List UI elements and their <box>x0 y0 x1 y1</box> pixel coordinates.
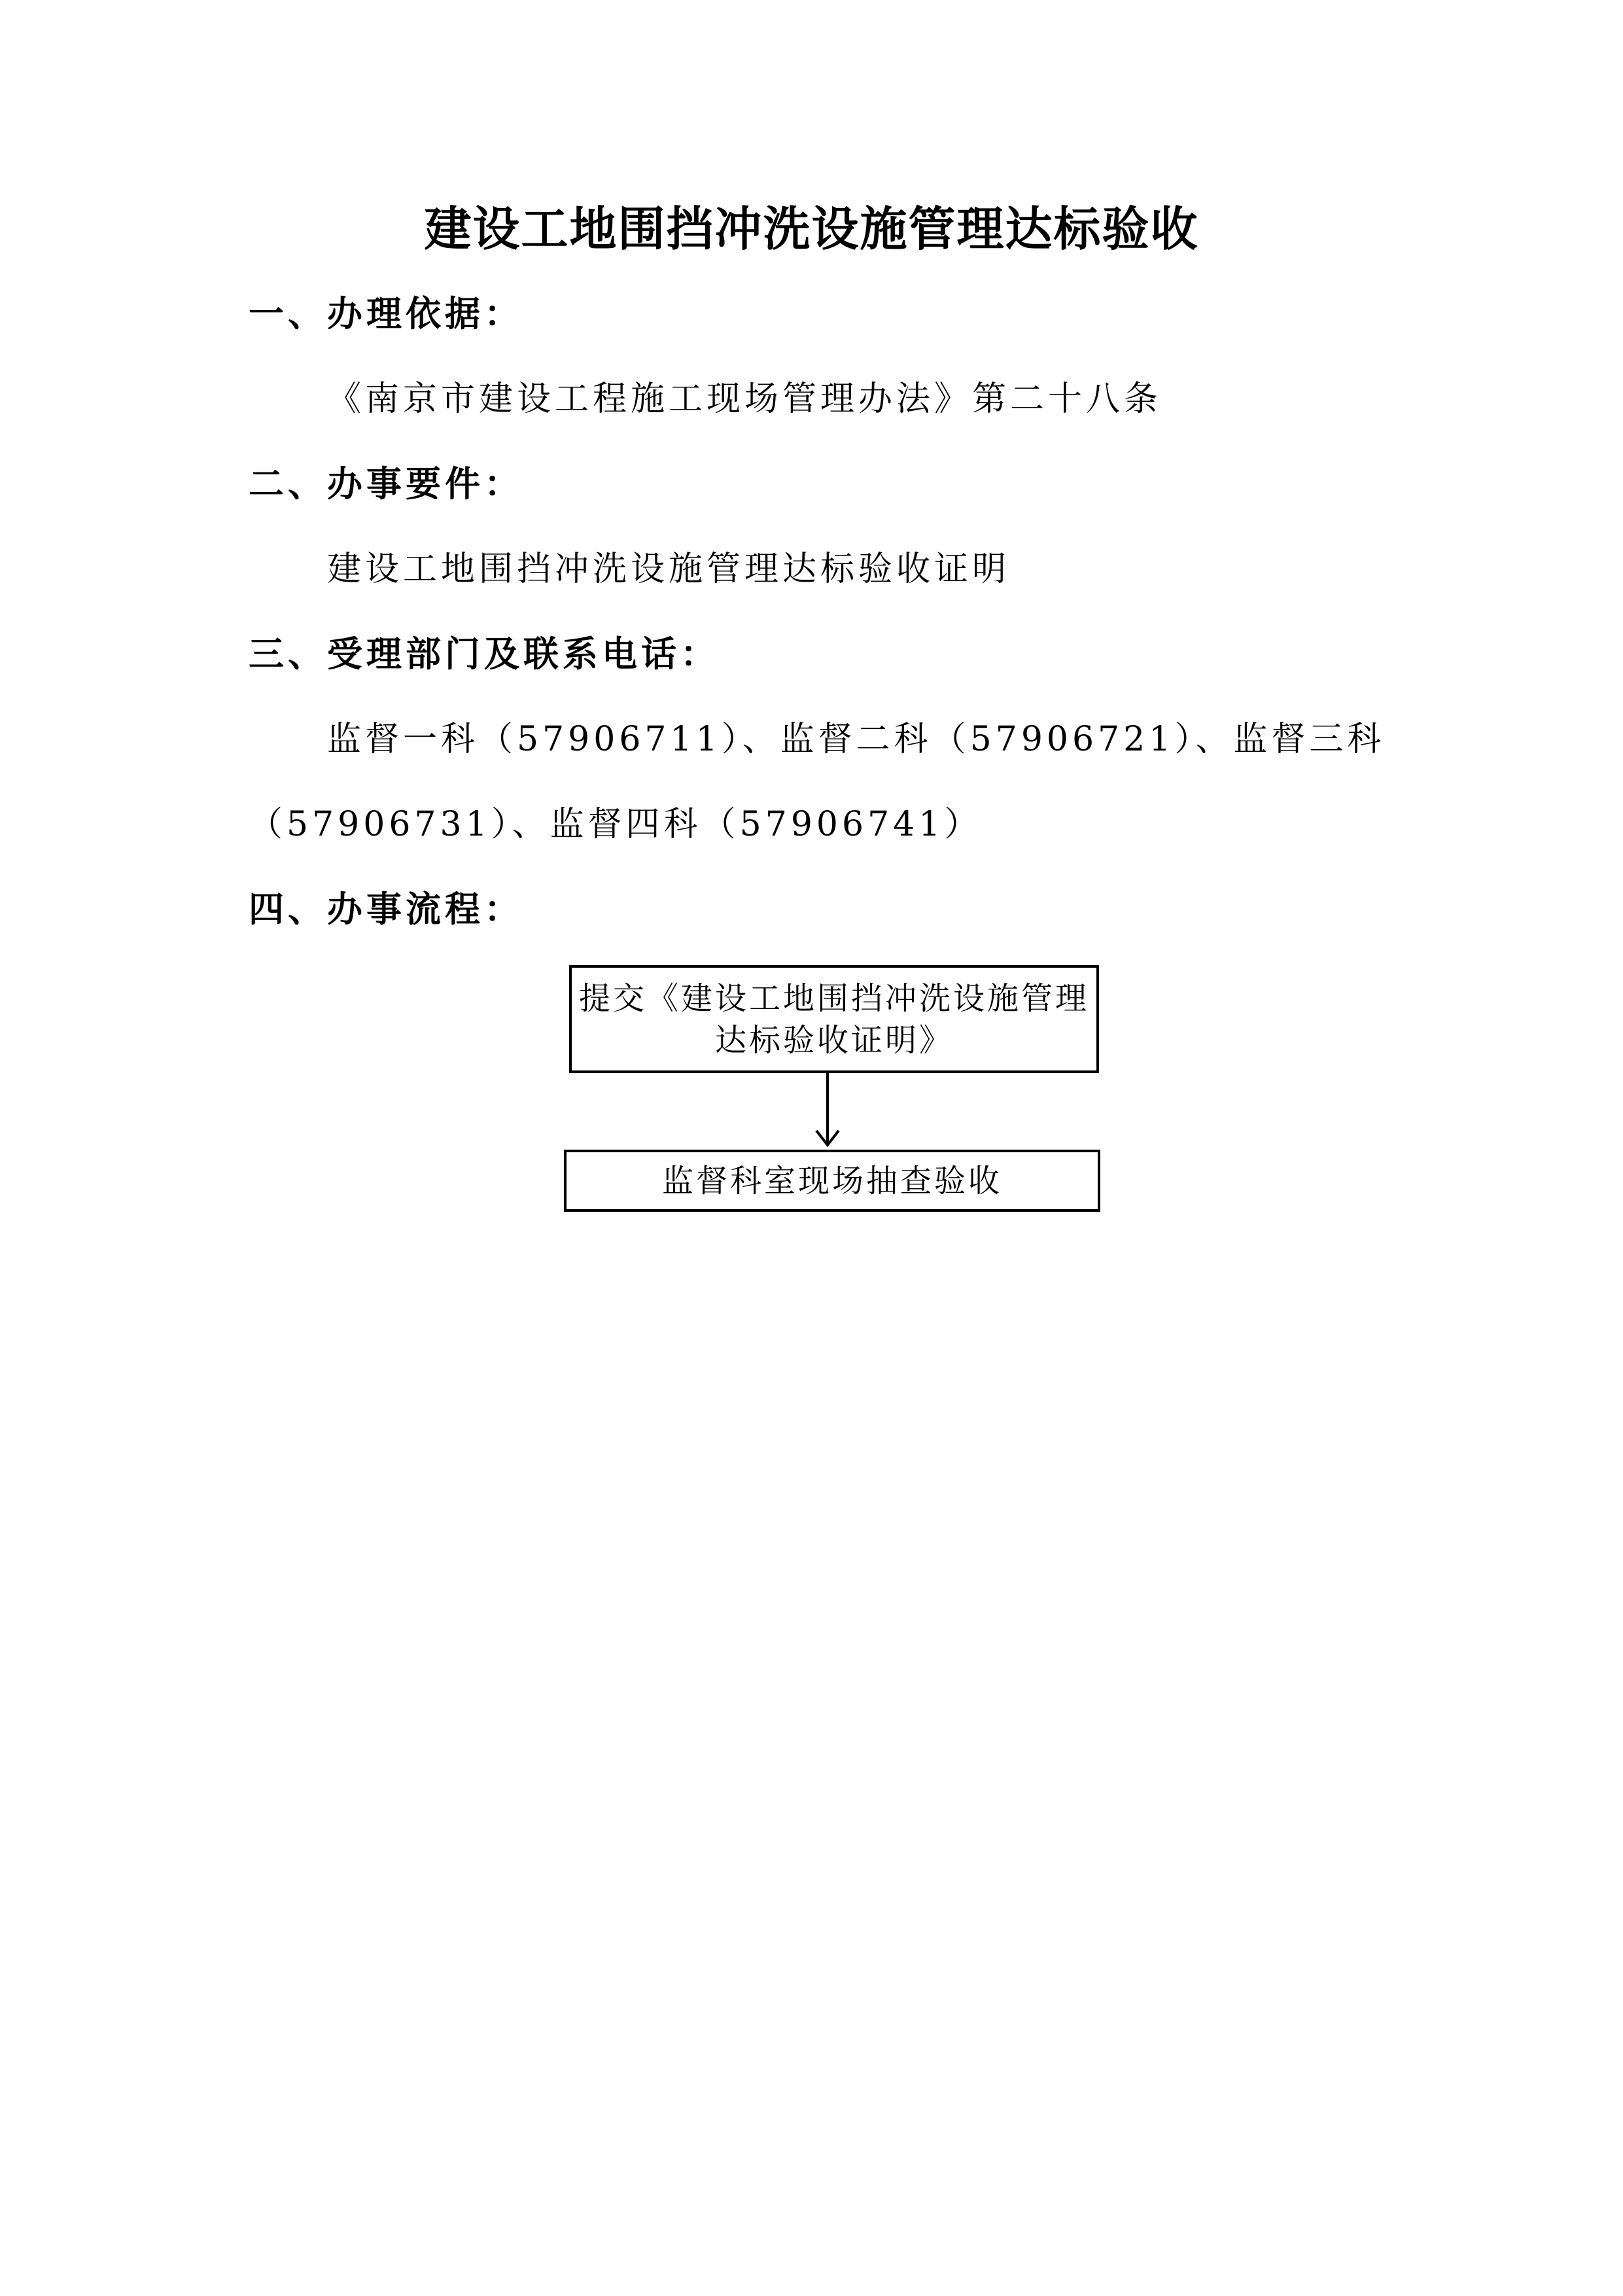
section-heading-materials: 二、办事要件： <box>249 463 523 504</box>
flow-step-submit-line-1: 提交《建设工地围挡冲洗设施管理 <box>578 980 1089 1017</box>
flow-step-inspection-label: 监督科室现场抽查验收 <box>661 1162 1002 1199</box>
page-title: 建设工地围挡冲洗设施管理达标验收 <box>424 202 1199 256</box>
section-heading-basis: 一、办理依据： <box>249 293 523 334</box>
flow-step-submit <box>569 965 1099 1073</box>
section-heading-process: 四、办事流程： <box>249 889 523 930</box>
materials-content: 建设工地围挡冲洗设施管理达标验收证明 <box>327 550 1011 589</box>
flow-arrow-down <box>811 1073 844 1148</box>
flow-step-inspection <box>564 1150 1100 1212</box>
contact-line-1: 监督一科（57906711）、监督二科（57906721）、监督三科 <box>327 720 1386 759</box>
section-heading-contact: 三、受理部门及联系电话： <box>249 633 720 675</box>
flow-step-submit-line-2: 达标验收证明》 <box>714 1021 953 1059</box>
basis-content: 《南京市建设工程施工现场管理办法》第二十八条 <box>327 380 1162 419</box>
contact-line-2: （57906731）、监督四科（57906741） <box>249 805 983 844</box>
